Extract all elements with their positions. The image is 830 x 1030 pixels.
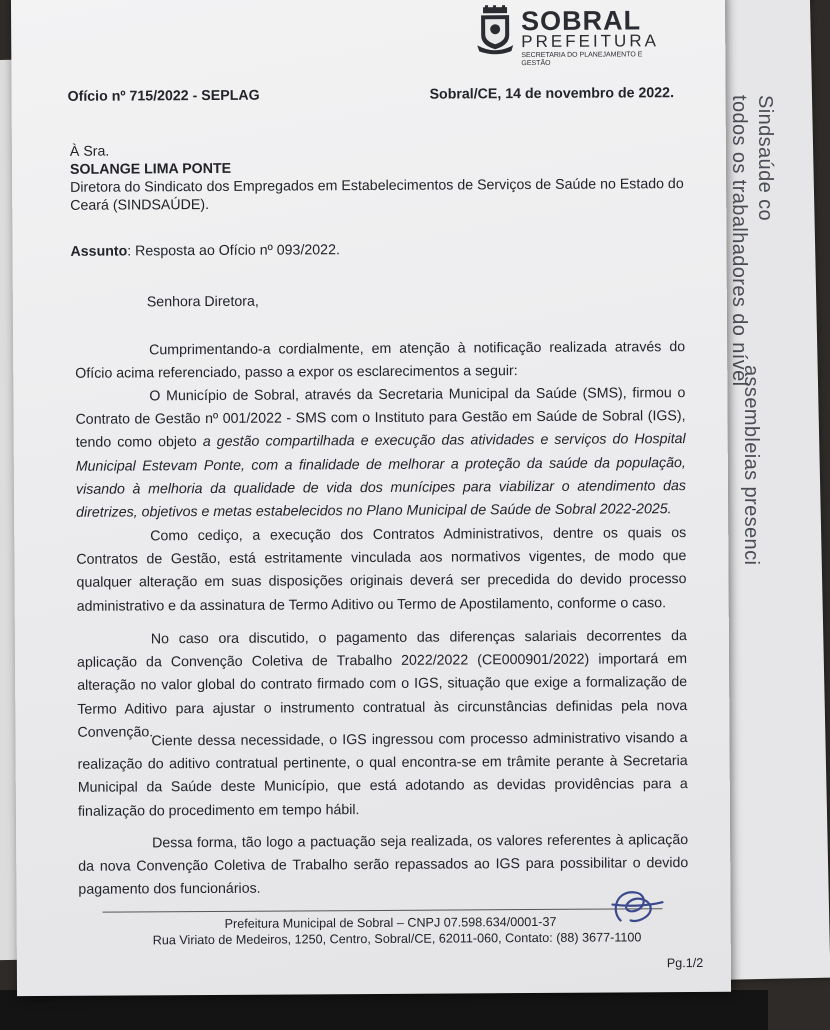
footer-line-1: Prefeitura Municipal de Sobral – CNPJ 07.598.634/0001-37 bbox=[224, 914, 557, 931]
greeting: Senhora Diretora, bbox=[146, 293, 259, 311]
footer-line-2: Rua Viriato de Medeiros, 1250, Centro, Sobral/CE, 62011-060, Contato: (88) 3677-1100 bbox=[152, 930, 642, 948]
paragraph-2-text: O Município de Sobral, através da Secretaria Municipal da Saúde (SMS), firmou o Contrato de Gestão nº 001/2022 - SMS com o Instituto para Gestão em Saúde de Sobral (IGS), tendo como objeto bbox=[75, 385, 686, 452]
subject-line bbox=[70, 241, 339, 261]
letter-page bbox=[11, 0, 731, 996]
signature-mark bbox=[606, 880, 666, 928]
paragraph-3 bbox=[76, 522, 687, 619]
subject-text: : Resposta ao Ofício nº 093/2022. bbox=[127, 242, 340, 260]
subject-label: Assunto bbox=[70, 243, 128, 260]
recipient-salutation: À Sra. bbox=[69, 143, 110, 160]
background-sheet-line2: todos os trabalhadores do nível bbox=[728, 95, 750, 387]
recipient-role-line2: Ceará (SINDSAÚDE). bbox=[70, 196, 210, 214]
office-number: Ofício nº 715/2022 - SEPLAG bbox=[67, 87, 260, 105]
recipient-role-line1: Diretora do Sindicato dos Empregados em Estabelecimentos de Serviços de Saúde no Estado do bbox=[70, 176, 684, 196]
prefeitura-logo bbox=[475, 4, 675, 68]
background-sheet-text bbox=[726, 95, 778, 566]
paragraph-2 bbox=[75, 382, 686, 525]
paragraph-3-text: Como cediço, a execução dos Contratos Administrativos, dentre os quais os Contratos de Gestão, está estritamente vinculada aos normativos vigentes, de modo que qualquer alteração em suas disposições originais deverá ser precedida do devido processo administrativo e da assinatura de Termo Aditivo ou Termo de Apostilamento, conforme o caso. bbox=[76, 525, 687, 615]
brand-name: SOBRAL bbox=[521, 5, 642, 37]
background-sheet-line1: Sindsaúde co bbox=[754, 95, 776, 222]
paragraph-6-text: Dessa forma, tão logo a pactuação seja realizada, os valores referentes à aplicação da nova Convenção Coletiva de Trabalho serão repassados ao IGS para possibilitar o devido pagamento dos funcionários. bbox=[78, 832, 689, 899]
table-surface bbox=[0, 990, 768, 1030]
background-sheet-line3: assembleias presenci bbox=[740, 365, 762, 566]
department-name: SECRETARIA DO PLANEJAMENTO E GESTÃO bbox=[521, 51, 643, 68]
paragraph-6 bbox=[78, 829, 688, 902]
paragraph-4-text: No caso ora discutido, o pagamento das diferenças salariais decorrentes da aplicação da Convenção Coletiva de Trabalho 2022/2022 (CE000901/2022) importará em alteração no valor global do contrato firmado com o IGS, situação que exige a formalização de Termo Aditivo para ajustar o instrumento contratual às circunstâncias definidas pela nova Convenção. bbox=[76, 628, 688, 741]
paragraph-2-italic: a gestão compartilhada e execução das atividades e serviços do Hospital Municipal Estevam Ponte, com a finalidade de melhorar a proteção da saúde da população, visando à melhoria da qualidade de vida dos munícipes para viabilizar o atendimento das diretrizes, objetivos e metas estabelecidos no Plano Municipal de Saúde de Sobral 2022-2025. bbox=[75, 431, 687, 521]
paragraph-5 bbox=[77, 727, 688, 824]
paragraph-1 bbox=[75, 336, 685, 386]
paragraph-1-text: Cumprimentando-a cordialmente, em atenção à notificação realizada através do Ofício acima referenciado, passo a expor os esclarecimentos a seguir: bbox=[75, 339, 686, 383]
paragraph-5-text: Ciente dessa necessidade, o IGS ingressou com processo administrativo visando a realização do aditivo contratual pertinente, o qual encontra-se em trâmite perante à Secretaria Municipal da Saúde deste Município, que está adotando as devidas providências para a finalização do procedimento em tempo hábil. bbox=[77, 730, 688, 820]
brand-subtitle: PREFEITURA bbox=[521, 31, 659, 52]
coat-of-arms-icon bbox=[475, 5, 515, 53]
page-number: Pg.1/2 bbox=[666, 955, 704, 971]
place-date: Sobral/CE, 14 de novembro de 2022. bbox=[429, 85, 675, 103]
recipient-name: SOLANGE LIMA PONTE bbox=[69, 160, 232, 178]
footer-divider bbox=[103, 908, 663, 912]
